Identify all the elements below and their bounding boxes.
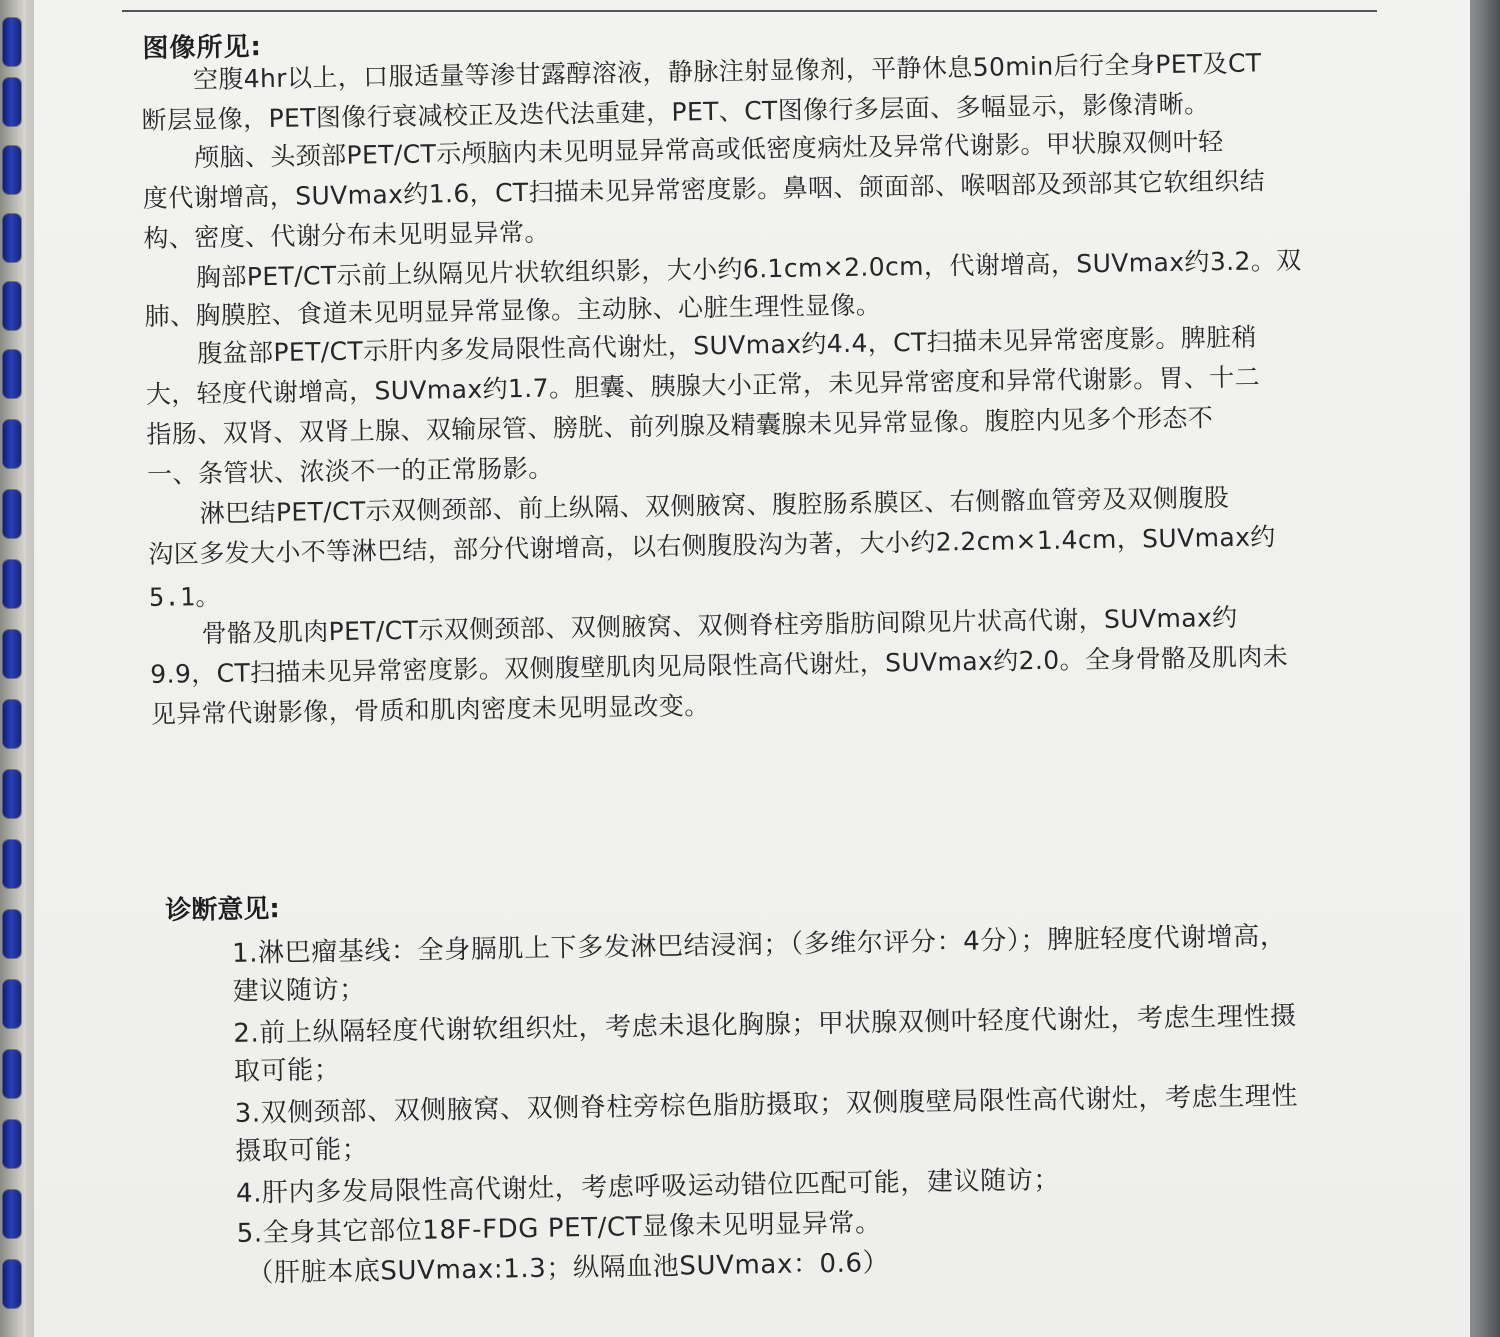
findings-line: 一、条管状、浓淡不一的正常肠影。 <box>146 453 554 489</box>
findings-line: 断层显像，PET图像行衰减校正及迭代法重建，PET、CT图像行多层面、多幅显示，影像清晰。 <box>141 89 1210 135</box>
binder-ring <box>3 350 21 398</box>
diagnosis-line: 摄取可能； <box>235 1134 369 1167</box>
binder-ring <box>3 980 21 1028</box>
binder-ring <box>3 1050 21 1098</box>
findings-line: 骨骼及肌肉PET/CT示双侧颈部、双侧腋窝、双侧脊柱旁脂肪间隙见片状高代谢，SUVmax约 <box>201 602 1238 649</box>
findings-line: 腹盆部PET/CT示肝内多发局限性高代谢灶，SUVmax约4.4，CT扫描未见异常密度影。脾脏稍 <box>197 322 1258 369</box>
diagnosis-line: 4.肝内多发局限性高代谢灶，考虑呼吸运动错位匹配可能，建议随访； <box>235 1165 1061 1209</box>
binder-ring <box>3 1120 21 1168</box>
diagnosis-line: （肝脏本底SUVmax:1.3；纵隔血池SUVmax：0.6） <box>247 1248 890 1289</box>
binder-ring <box>3 420 21 468</box>
findings-line: 淋巴结PET/CT示双侧颈部、前上纵隔、双侧腋窝、腹腔肠系膜区、右侧髂血管旁及双侧腹股 <box>199 482 1230 529</box>
findings-line: 构、密度、代谢分布未见明显异常。 <box>143 217 551 253</box>
header-rule <box>122 10 1377 12</box>
binder-ring <box>3 490 21 538</box>
binder-ring <box>3 910 21 958</box>
findings-line: 指肠、双肾、双肾上腺、双输尿管、膀胱、前列腺及精囊腺未见异常显像。腹腔内见多个形态不 <box>146 403 1214 449</box>
binder-edge <box>0 0 26 1337</box>
diagnosis-line: 建议随访； <box>232 974 366 1007</box>
findings-line: 肺、胸膜腔、食道未见明显异常显像。主动脉、心脏生理性显像。 <box>144 290 882 331</box>
binder-ring <box>3 770 21 818</box>
binder-ring <box>3 630 21 678</box>
binder-ring <box>3 560 21 608</box>
findings-line: 9.9，CT扫描未见异常密度影。双侧腹壁肌肉见局限性高代谢灶，SUVmax约2.0。全身骨骼及肌肉未 <box>150 642 1289 689</box>
diagnosis-line: 2.前上纵隔轻度代谢软组织灶，考虑未退化胸腺；甲状腺双侧叶轻度代谢灶，考虑生理性摄 <box>233 1001 1297 1049</box>
diagnosis-line: 3.双侧颈部、双侧腋窝、双侧脊柱旁棕色脂肪摄取；双侧腹壁局限性高代谢灶，考虑生理性 <box>234 1081 1299 1129</box>
findings-line: 大，轻度代谢增高，SUVmax约1.7。胆囊、胰腺大小正常，未见异常密度和异常代谢影。胃、十二 <box>145 362 1261 409</box>
findings-line: 度代谢增高，SUVmax约1.6，CT扫描未见异常密度影。鼻咽、颌面部、喉咽部及颈部其它软组织结 <box>142 166 1266 213</box>
diagnosis-line: 取可能； <box>233 1055 341 1087</box>
findings-line: 见异常代谢影像，骨质和肌肉密度未见明显改变。 <box>150 691 710 729</box>
binder-ring <box>3 146 21 194</box>
findings-line: 沟区多发大小不等淋巴结，部分代谢增高，以右侧腹股沟为著，大小约2.2cm×1.4cm，SUVmax约 <box>148 522 1276 569</box>
binder-ring <box>3 1260 21 1308</box>
binder-ring <box>3 1190 21 1238</box>
findings-title: 图像所见: <box>142 32 263 64</box>
diagnosis-line: 1.淋巴瘤基线：全身膈肌上下多发淋巴结浸润；（多维尔评分：4分）；脾脏轻度代谢增高， <box>231 921 1287 969</box>
binder-ring <box>3 214 21 262</box>
binder-ring <box>3 282 21 330</box>
findings-line: 空腹4hr以上，口服适量等渗甘露醇溶液，静脉注射显像剂，平静休息50min后行全身PET及CT <box>192 48 1262 95</box>
findings-line: 胸部PET/CT示前上纵隔见片状软组织影，大小约6.1cm×2.0cm，代谢增高，SUVmax约3.2。双 <box>195 245 1302 293</box>
diagnosis-line: 5.全身其它部位18F-FDG PET/CT显像未见明显异常。 <box>236 1208 882 1249</box>
binder-ring <box>3 700 21 748</box>
binder-ring <box>3 78 21 126</box>
binder-ring <box>3 840 21 888</box>
findings-line: 颅脑、头颈部PET/CT示颅脑内未见明显异常高或低密度病灶及异常代谢影。甲状腺双侧叶轻 <box>193 126 1224 173</box>
diagnosis-title: 诊断意见: <box>165 894 280 926</box>
findings-line: 5.1。 <box>148 581 222 612</box>
binder-ring <box>3 18 21 66</box>
